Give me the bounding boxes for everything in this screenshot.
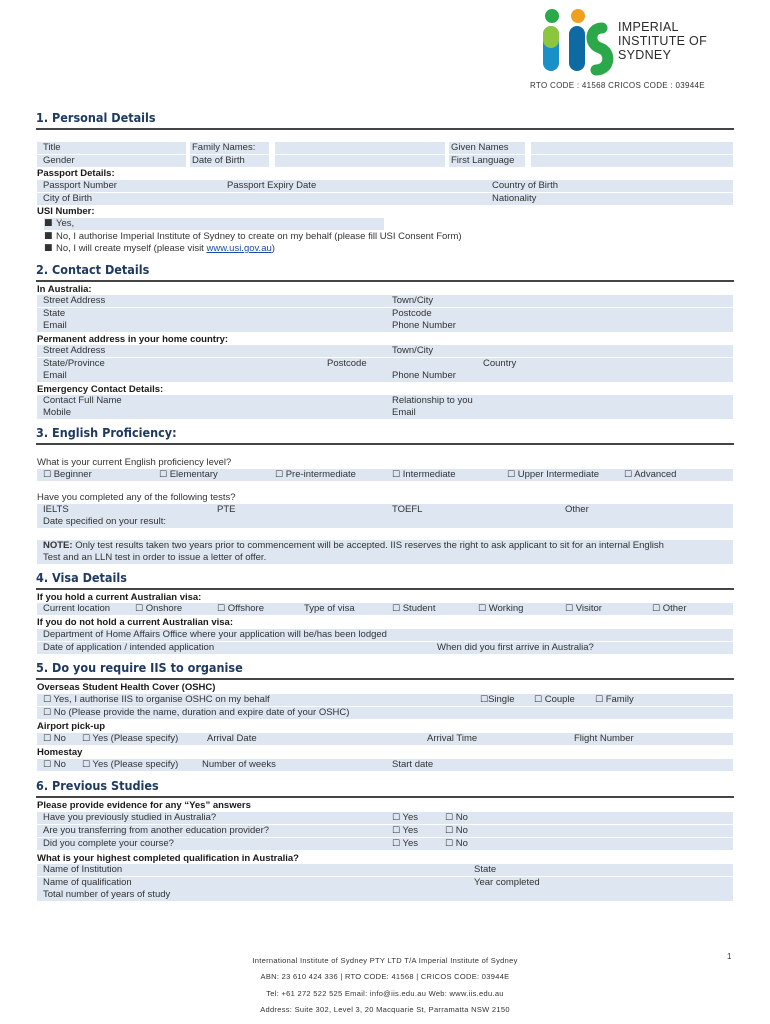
section-title-previous: 6. Previous Studies	[36, 778, 159, 793]
dob-label: Date of Birth	[192, 155, 245, 166]
homestay-yes-option[interactable]: ☐ Yes (Please specify)	[82, 759, 179, 770]
not-hold-visa-heading: If you do not hold a current Australian visa:	[37, 617, 234, 628]
state-label: State	[474, 864, 497, 875]
usi-yes-option[interactable]	[44, 218, 384, 230]
form-row	[37, 295, 733, 307]
proficiency-options-row	[37, 469, 733, 481]
total-years-label: Total number of years of study	[43, 889, 171, 900]
yes-option[interactable]: ☐ Yes	[392, 812, 419, 823]
airport-row	[37, 733, 733, 745]
postcode-label: Postcode	[327, 358, 367, 369]
checkbox-icon: ☐	[652, 604, 661, 614]
passport-details-heading: Passport Details:	[37, 168, 115, 179]
homestay-no-option[interactable]: ☐ No	[43, 759, 66, 770]
checkbox-icon: ☐	[392, 839, 401, 849]
checkbox-icon: ☐	[480, 695, 489, 705]
province-label: State/Province	[43, 358, 105, 369]
section-divider	[36, 588, 734, 590]
street-label: Street Address	[43, 345, 106, 356]
form-row	[37, 180, 733, 192]
footer-abn: ABN: 23 610 424 336 | RTO CODE: 41568 | CRICOS CODE: 03944E	[260, 972, 510, 981]
phone-label: Phone Number	[392, 370, 456, 381]
form-row	[37, 864, 733, 876]
cell-gap	[269, 142, 275, 154]
checkbox-icon: ☐	[43, 760, 52, 770]
phone-label: Phone Number	[392, 320, 456, 331]
usi-self-label: No, I will create myself (please visit www.usi.gov.au)	[56, 243, 275, 254]
usi-authorise-option[interactable]	[44, 231, 504, 243]
passport-expiry-label: Passport Expiry Date	[227, 180, 317, 191]
checkbox-icon: ☐	[159, 470, 168, 480]
oshc-yes-option[interactable]: ☐ Yes, I authorise IIS to organise OSHC on my behalf	[43, 694, 270, 705]
relationship-label: Relationship to you	[392, 395, 473, 406]
tests-question: Have you completed any of the following tests?	[37, 492, 236, 503]
checkbox-icon: ☐	[82, 760, 91, 770]
town-label: Town/City	[392, 295, 434, 306]
homestay-heading: Homestay	[37, 747, 83, 758]
test-toefl-label: TOEFL	[392, 504, 423, 515]
form-row	[37, 320, 733, 332]
prev-study-row	[37, 812, 733, 824]
first-language-label: First Language	[451, 155, 515, 166]
oshc-option-single[interactable]: ☐Single	[480, 694, 515, 705]
email-label: Email	[43, 320, 67, 331]
gender-label: Gender	[43, 155, 75, 166]
year-completed-label: Year completed	[474, 877, 540, 888]
section-divider	[36, 678, 734, 680]
cell-gap	[269, 155, 275, 167]
current-location-label: Current location	[43, 603, 111, 614]
footer-company: International Institute of Sydney PTY LTD T/A Imperial Institute of Sydney	[252, 956, 518, 965]
street-label: Street Address	[43, 295, 106, 306]
airport-no-option[interactable]: ☐ No	[43, 733, 66, 744]
nationality-label: Nationality	[492, 193, 537, 204]
section-divider	[36, 443, 734, 445]
visa-option-student[interactable]: ☐ Student	[392, 603, 436, 614]
flight-number-label: Flight Number	[574, 733, 634, 744]
state-label: State	[43, 308, 66, 319]
emergency-contact-heading: Emergency Contact Details:	[37, 384, 164, 395]
email-label: Email	[392, 407, 416, 418]
usi-yes-label: Yes,	[56, 218, 75, 229]
checkbox-icon: ☐	[275, 470, 284, 480]
level-option-upper[interactable]: ☐ Upper Intermediate	[507, 469, 600, 480]
evidence-heading: Please provide evidence for any “Yes” answers	[37, 800, 251, 811]
checkbox-icon[interactable]: ■	[44, 243, 53, 253]
no-option[interactable]: ☐ No	[445, 838, 468, 849]
checkbox-icon: ☐	[445, 813, 454, 823]
oshc-yes-row	[37, 694, 733, 706]
institution-label: Name of Institution	[43, 864, 123, 875]
oshc-no-option[interactable]: ☐ No (Please provide the name, duration and expire date of your OSHC)	[43, 707, 350, 718]
section-title-organise: 5. Do you require IIS to organise	[36, 660, 243, 675]
usi-self-option[interactable]	[44, 243, 344, 255]
start-date-label: Start date	[392, 759, 434, 770]
prev-question: Did you complete your course?	[43, 838, 174, 849]
first-arrive-label: When did you first arrive in Australia?	[437, 642, 594, 653]
section-divider	[36, 128, 734, 130]
prev-question: Have you previously studied in Australia?	[43, 812, 217, 823]
given-names-label: Given Names	[451, 142, 509, 153]
no-option[interactable]: ☐ No	[445, 812, 468, 823]
page-number: 1	[727, 952, 732, 961]
checkbox-icon: ☐	[507, 470, 516, 480]
level-option-intermediate[interactable]: ☐ Intermediate	[392, 469, 456, 480]
form-row	[37, 516, 733, 528]
family-names-label: Family Names:	[192, 142, 256, 153]
level-option-elementary[interactable]: ☐ Elementary	[159, 469, 218, 480]
cell-gap	[445, 155, 449, 167]
arrival-date-label: Arrival Date	[207, 733, 257, 744]
highest-qualification-heading: What is your highest completed qualification in Australia?	[37, 853, 299, 864]
checkbox-icon: ☐	[392, 604, 401, 614]
checkbox-icon[interactable]: ■	[44, 231, 53, 241]
checkbox-icon: ☐	[82, 734, 91, 744]
form-row	[37, 345, 733, 357]
airport-pickup-heading: Airport pick-up	[37, 721, 106, 732]
form-row	[37, 642, 733, 654]
form-row	[37, 889, 733, 901]
yes-option[interactable]: ☐ Yes	[392, 825, 419, 836]
proficiency-question: What is your current English proficiency level?	[37, 457, 232, 468]
email-label: Email	[43, 370, 67, 381]
homestay-row	[37, 759, 733, 771]
country-of-birth-label: Country of Birth	[492, 180, 558, 191]
level-option-preintermediate[interactable]: ☐ Pre-intermediate	[275, 469, 356, 480]
section-title-visa: 4. Visa Details	[36, 570, 127, 585]
cell-gap	[445, 142, 449, 154]
form-row	[37, 629, 733, 641]
date-result-label: Date specified on your result:	[43, 516, 167, 527]
form-row	[37, 877, 733, 889]
section-title-english: 3. English Proficiency:	[36, 425, 177, 440]
checkbox-icon: ☐	[478, 604, 487, 614]
date-application-label: Date of application / intended application	[43, 642, 215, 653]
form-row	[37, 308, 733, 320]
header-codes: RTO CODE : 41568 CRICOS CODE : 03944E	[530, 81, 705, 90]
checkbox-icon: ☐	[43, 695, 52, 705]
form-row	[37, 142, 733, 154]
checkbox-icon: ☐	[392, 470, 401, 480]
prev-study-row	[37, 838, 733, 850]
offshore-option[interactable]: ☐ Offshore	[217, 603, 264, 614]
checkbox-icon: ☐	[534, 695, 543, 705]
checkbox-icon: ☐	[43, 708, 52, 718]
cell-gap	[186, 155, 190, 167]
oshc-heading: Overseas Student Health Cover (OSHC)	[37, 682, 216, 693]
arrival-time-label: Arrival Time	[427, 733, 478, 744]
form-row	[37, 395, 733, 407]
hold-visa-heading: If you hold a current Australian visa:	[37, 592, 202, 603]
in-australia-heading: In Australia:	[37, 284, 92, 295]
visa-option-other[interactable]: ☐ Other	[652, 603, 687, 614]
section-title-contact: 2. Contact Details	[36, 262, 150, 277]
checkbox-icon: ☐	[445, 826, 454, 836]
permanent-address-heading: Permanent address in your home country:	[37, 334, 229, 345]
visa-location-row	[37, 603, 733, 615]
cell-gap	[525, 155, 531, 167]
checkbox-icon: ☐	[43, 734, 52, 744]
dept-office-label: Department of Home Affairs Office where your application will be/has been lodged	[43, 629, 387, 640]
form-row	[37, 155, 733, 167]
usi-number-heading: USI Number:	[37, 206, 95, 217]
checkbox-icon: ☐	[565, 604, 574, 614]
form-row	[37, 370, 733, 382]
visa-type-label: Type of visa	[304, 603, 355, 614]
passport-number-label: Passport Number	[43, 180, 117, 191]
weeks-label: Number of weeks	[202, 759, 276, 770]
form-row	[37, 407, 733, 419]
prev-question: Are you transferring from another education provider?	[43, 825, 270, 836]
prev-study-row	[37, 825, 733, 837]
title-label: Title	[43, 142, 61, 153]
test-pte-label: PTE	[217, 504, 236, 515]
section-title-personal: 1. Personal Details	[36, 110, 156, 125]
mobile-label: Mobile	[43, 407, 71, 418]
postcode-label: Postcode	[392, 308, 432, 319]
form-row	[37, 358, 733, 370]
checkbox-icon: ☐	[595, 695, 604, 705]
checkbox-icon[interactable]: ■	[44, 218, 53, 228]
checkbox-icon: ☐	[135, 604, 144, 614]
checkbox-icon: ☐	[43, 470, 52, 480]
footer-contact: Tel: +61 272 522 525 Email: info@iis.edu.au Web: www.iis.edu.au	[266, 989, 504, 998]
qualification-label: Name of qualification	[43, 877, 132, 888]
visa-option-visitor[interactable]: ☐ Visitor	[565, 603, 602, 614]
test-other-label: Other	[565, 504, 589, 515]
tests-row	[37, 504, 733, 516]
city-of-birth-label: City of Birth	[43, 193, 93, 204]
test-ielts-label: IELTS	[43, 504, 69, 515]
town-label: Town/City	[392, 345, 434, 356]
oshc-option-couple[interactable]: ☐ Couple	[534, 694, 575, 705]
section-divider	[36, 280, 734, 282]
section-divider	[36, 796, 734, 798]
checkbox-icon: ☐	[445, 839, 454, 849]
level-option-beginner[interactable]: ☐ Beginner	[43, 469, 92, 480]
oshc-option-family[interactable]: ☐ Family	[595, 694, 634, 705]
usi-link[interactable]: www.usi.gov.au	[206, 243, 272, 254]
checkbox-icon: ☐	[392, 826, 401, 836]
visa-option-working[interactable]: ☐ Working	[478, 603, 524, 614]
usi-authorise-label: No, I authorise Imperial Institute of Sydney to create on my behalf (please fill USI Consent Form)	[56, 231, 462, 242]
checkbox-icon: ☐	[392, 813, 401, 823]
oshc-no-row	[37, 707, 733, 719]
cell-gap	[186, 142, 190, 154]
onshore-option[interactable]: ☐ Onshore	[135, 603, 183, 614]
level-option-advanced[interactable]: ☐ Advanced	[624, 469, 677, 480]
yes-option[interactable]: ☐ Yes	[392, 838, 419, 849]
checkbox-icon: ☐	[217, 604, 226, 614]
cell-gap	[525, 142, 531, 154]
airport-yes-option[interactable]: ☐ Yes (Please specify)	[82, 733, 179, 744]
logo-wordmark: IMPERIAL INSTITUTE OF SYDNEY	[618, 20, 708, 62]
english-note: NOTE: Only test results taken two years prior to commencement will be accepted. IIS reserves the right to ask applicant to sit for an internal English Test and an LLN test in order to issue a letter of offer.	[37, 540, 733, 564]
form-row	[37, 193, 733, 205]
checkbox-icon: ☐	[624, 470, 633, 480]
contact-name-label: Contact Full Name	[43, 395, 122, 406]
footer-address: Address: Suite 302, Level 3, 20 Macquarie St, Parramatta NSW 2150	[260, 1005, 510, 1014]
country-label: Country	[483, 358, 517, 369]
no-option[interactable]: ☐ No	[445, 825, 468, 836]
